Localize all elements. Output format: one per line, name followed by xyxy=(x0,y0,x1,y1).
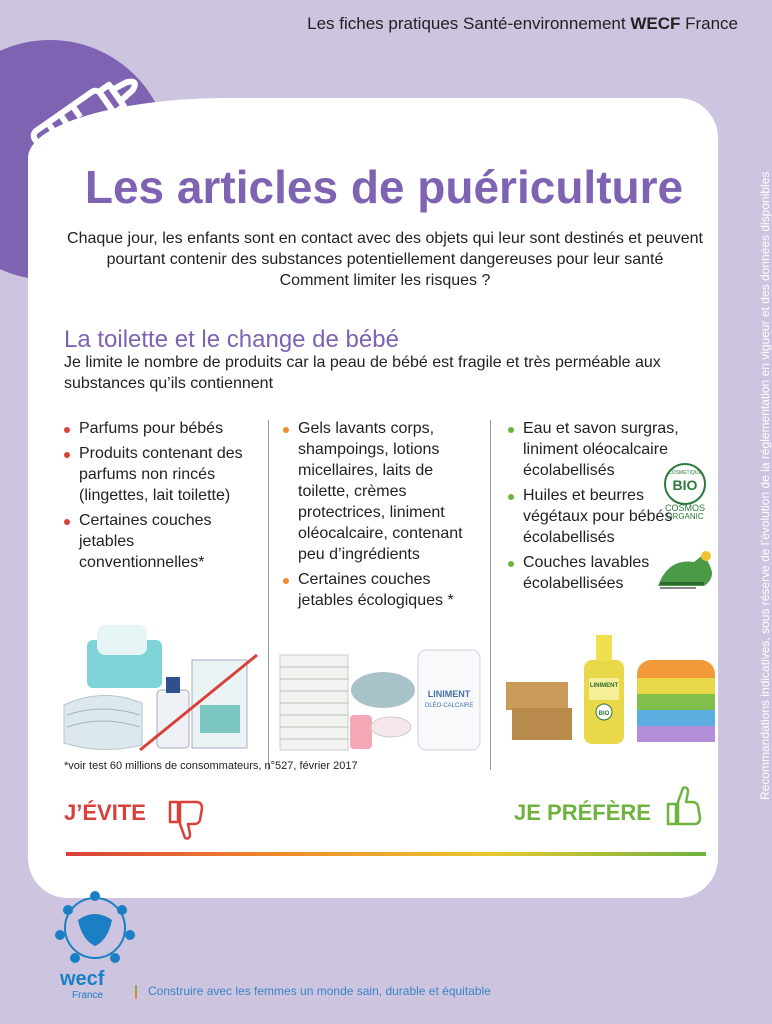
wipes-perfume-image xyxy=(62,615,262,755)
side-note: Recommandations indicatives, sous réserve de l’évolution de la réglementation en vigueur et des données disponibles xyxy=(758,171,772,800)
svg-text:LINIMENT: LINIMENT xyxy=(589,683,619,689)
list-item: Parfums pour bébés xyxy=(64,418,244,439)
list-item: Eau et savon surgras, liniment oléocalcaire écolabellisés xyxy=(508,418,688,481)
avoid-label: J’ÉVITE xyxy=(64,800,146,825)
page-title: Les articles de puériculture xyxy=(84,161,684,213)
section-subtitle: Je limite le nombre de produits car la peau de bébé est fragile et très perméable aux substances qu’ils contiennent xyxy=(64,354,661,392)
prefer-label: JE PRÉFÈRE xyxy=(514,800,651,825)
avoid-column xyxy=(64,418,244,577)
list-item: Couches lavables écolabellisées xyxy=(508,552,688,594)
footnote: *voir test 60 millions de consommateurs, n°527, février 2017 xyxy=(64,760,358,772)
tagline-bar xyxy=(135,985,137,999)
list-item: Certaines couches jetables écologiques * xyxy=(283,569,483,611)
diapers-soap-liniment-image xyxy=(278,645,483,755)
thumbs-down-icon xyxy=(166,798,206,842)
soap-liniment-cloth-diapers-image xyxy=(502,630,717,748)
cosmos-organic-logo-icon xyxy=(654,460,716,520)
list-item: Certaines couches jetables conventionnelles* xyxy=(64,510,244,573)
svg-text:BIO: BIO xyxy=(672,477,698,493)
limit-column xyxy=(283,418,483,615)
header-line: Les fiches pratiques Santé-environnement WECF France xyxy=(307,14,738,33)
svg-text:COSMOS: COSMOS xyxy=(664,503,706,513)
column-divider xyxy=(490,420,491,770)
intro-text: Chaque jour, les enfants sont en contact avec des objets qui leur sont destinés et peuvent pourtant contenir des substances potentiellement dangereuses pour leur santé Comment limiter les risques ? xyxy=(67,230,703,289)
list-item: Gels lavants corps, shampoings, lotions micellaires, laits de toilette, crèmes protectrices, liniment oléocalcaire, contenant peu d’ingrédients xyxy=(283,418,483,565)
logo-country: France xyxy=(72,990,104,1001)
logo-name: wecf xyxy=(60,968,105,990)
svg-text:COSMETIQUE: COSMETIQUE xyxy=(668,470,702,476)
textile-label-icon xyxy=(654,548,720,592)
svg-text:OLÉO-CALCAIRE: OLÉO-CALCAIRE xyxy=(424,703,474,709)
svg-text:BIO: BIO xyxy=(598,711,610,717)
list-item: Produits contenant des parfums non rincés (lingettes, lait toilette) xyxy=(64,443,244,506)
tagline: Construire avec les femmes un monde sain, durable et équitable xyxy=(148,984,491,998)
thumbs-up-icon xyxy=(664,784,704,828)
color-gradient-bar xyxy=(66,852,706,856)
wecf-globe-logo-icon xyxy=(50,890,140,970)
svg-text:ORGANIC: ORGANIC xyxy=(666,512,704,521)
section-title: La toilette et le change de bébé xyxy=(64,326,399,353)
svg-text:LINIMENT: LINIMENT xyxy=(427,689,471,699)
list-item: Huiles et beurres végétaux pour bébés écolabellisés xyxy=(508,485,688,548)
column-divider xyxy=(268,420,269,770)
